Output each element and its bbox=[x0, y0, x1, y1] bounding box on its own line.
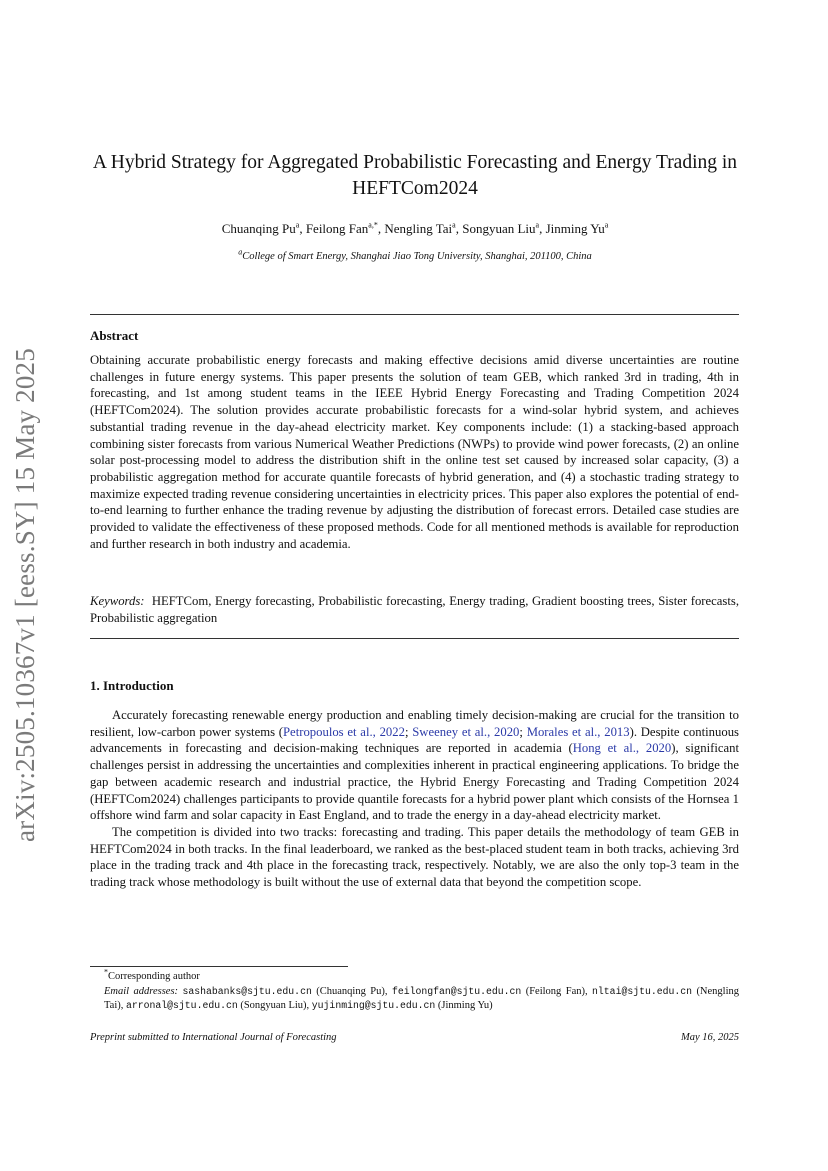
author-mark: a bbox=[295, 220, 300, 230]
email-owner: (Nengling Tai) bbox=[104, 985, 740, 1011]
email-link[interactable]: sashabanks@sjtu.edu.cn bbox=[182, 985, 312, 997]
abstract-text: Obtaining accurate probabilistic energy forecasts and making effective decisions amid diverse uncertainties are routine challenges in future energy systems. This paper presents the solution of team GEB, which ranked 3rd in trading, 4th in forecasting, and 1st among student teams in the IEEE Hybrid Energy Forecasting and Trading Competition 2024 (HEFTCom2024). The solution provides accurate probabilistic forecasts for a wind-solar hybrid system, and achieves substantial trading revenue in the day-ahead electricity market. Key components include: (1) a stacking-based approach combining sister forecasts from various Numerical Weather Predictions (NWPs) to provide wind power forecasts, (2) an online solar post-processing model to address the distribution shift in the online test set caused by increased solar capacity, (3) a probabilistic aggregation method for accurate quantile forecasts of hybrid generation, and (4) a stochastic trading strategy to maximize expected trading revenue considering uncertainties in electricity prices. This paper also explores the potential of end-to-end learning to further enhance the trading revenue by adjusting the distribution of forecast errors. Detailed case studies are provided to validate the effectiveness of these proposed methods. Code for all mentioned methods is available for reproduction and further research in both industry and academia. bbox=[90, 353, 739, 551]
email-owner: (Songyuan Liu) bbox=[240, 1000, 307, 1011]
author-name: Feilong Fan bbox=[305, 221, 369, 236]
author-name: Jinming Yu bbox=[545, 221, 605, 236]
introduction-body bbox=[90, 707, 739, 891]
keywords-label: Keywords: bbox=[90, 594, 145, 608]
email-label: Email addresses: bbox=[104, 985, 179, 997]
preprint-date: May 16, 2025 bbox=[680, 1032, 739, 1043]
email-owner: (Feilong Fan) bbox=[525, 985, 585, 997]
text-run: ), significant challenges persist in addressing the uncertainties and complexities inherent in practical engineering applications. To bridge the gap between academic research and industrial practice, the Hybrid Energy Forecasting and Trading Competition 2024 (HEFTCom2024) challenges participants to provide quantile forecasts for a hybrid power plant which consists of the Hornsea 1 offshore wind farm and solar capacity in East England, and to trade the energy in a day-ahead electricity market. bbox=[90, 741, 739, 823]
author-list: Chuanqing Pu$^a$, Feilong Fan$^{a,*}$, Nengling Tai$^a$, Songyuan Liu$^a$, Jinming Yu$^a$ bbox=[221, 220, 609, 236]
abstract-top-rule bbox=[90, 314, 739, 315]
email-link[interactable]: feilongfan@sjtu.edu.cn bbox=[391, 985, 522, 997]
footnote-mark: * bbox=[104, 967, 108, 977]
author-mark: a bbox=[535, 220, 540, 230]
footnote-rule bbox=[90, 966, 348, 967]
author-mark: a bbox=[604, 220, 609, 230]
preprint-note: Preprint submitted to International Journal of Forecasting bbox=[90, 1032, 337, 1043]
email-owner: (Chuanqing Pu) bbox=[316, 985, 385, 997]
affiliation bbox=[90, 247, 740, 262]
author-name: Chuanqing Pu bbox=[221, 221, 296, 236]
intro-paragraph-2: The competition is divided into two tracks: forecasting and trading. This paper details the methodology of team GEB in HEFTCom2024 in both tracks. In the final leaderboard, we ranked as the best-placed student team in both tracks, achieving 3rd place in the trading track and 4th place in the forecasting track, respectively. Notably, we are also the only top-3 team in the trading track whose methodology is built without the use of external data that beyond the competition scope. bbox=[90, 824, 739, 890]
keywords-text: HEFTCom, Energy forecasting, Probabilistic forecasting, Energy trading, Gradient boosting trees, Sister forecasts, Probabilistic aggregation bbox=[90, 594, 739, 625]
citation-link[interactable]: Hong et al., 2020 bbox=[572, 741, 672, 756]
keywords bbox=[90, 593, 739, 626]
email-link[interactable]: yujinming@sjtu.edu.cn bbox=[311, 1000, 436, 1011]
text-run: Accurately forecasting renewable energy production and enabling timely decision-making are crucial for the transition to resilient, low-carbon power systems ( bbox=[90, 708, 739, 739]
paper-title: A Hybrid Strategy for Aggregated Probabilistic Forecasting and Energy Trading in HEFTCom2024 bbox=[92, 152, 738, 199]
corresponding-author-note bbox=[90, 967, 739, 985]
text-run: ; bbox=[519, 724, 527, 739]
footnote bbox=[90, 967, 740, 1014]
email-owner: (Jinming Yu) bbox=[437, 1000, 493, 1011]
citation-link[interactable]: Sweeney et al., 2020 bbox=[412, 724, 520, 739]
section-heading-introduction: 1. Introduction bbox=[90, 678, 174, 693]
arxiv-identifier: arXiv:2505.10367v1 [eess.SY] 15 May 2025 bbox=[10, 348, 40, 842]
citation-link[interactable]: Petropoulos et al., 2022 bbox=[283, 724, 405, 739]
corresponding-label: Corresponding author bbox=[108, 971, 200, 982]
email-link[interactable]: nltai@sjtu.edu.cn bbox=[592, 985, 692, 997]
text-run: ; bbox=[404, 724, 413, 739]
author-mark: a bbox=[452, 220, 456, 230]
author-name: Nengling Tai bbox=[384, 221, 453, 236]
email-addresses: Email addresses: sashabanks@sjtu.edu.cn (Chuanqing Pu), feilongfan@sjtu.edu.cn (Feilong Fan), nltai@sjtu.edu.cn (Nengling Tai), arronal@sjtu.edu.cn (Songyuan Liu), yujinming@sjtu.edu.cn (Jinming Yu) bbox=[104, 985, 740, 1011]
affiliation-text: College of Smart Energy, Shanghai Jiao Tong University, Shanghai, 201100, China bbox=[242, 251, 592, 262]
intro-paragraph-1 bbox=[90, 707, 739, 824]
text-run: ). Despite continuous advancements in forecasting and decision-making techniques are reported in academia ( bbox=[90, 724, 739, 756]
author-mark: a,* bbox=[368, 220, 378, 230]
email-link[interactable]: arronal@sjtu.edu.cn bbox=[126, 1000, 238, 1011]
abstract-heading: Abstract bbox=[90, 328, 139, 343]
citation-link[interactable]: Morales et al., 2013 bbox=[526, 724, 630, 739]
affiliation-mark: a bbox=[238, 247, 243, 257]
abstract-bottom-rule bbox=[90, 638, 739, 639]
author-name: Songyuan Liu bbox=[462, 221, 536, 236]
